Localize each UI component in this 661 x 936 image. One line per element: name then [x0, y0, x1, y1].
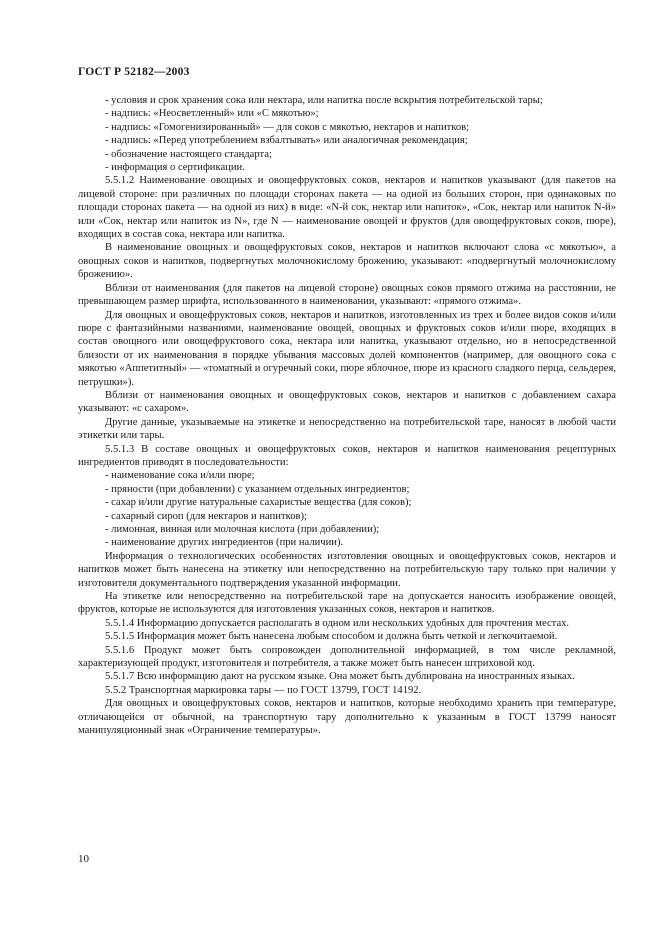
paragraph: Информация о технологических особенностях изготовления овощных и овощефруктовых соков, нектаров и напитков может быть нанесена на этикетку или непосредственно на потребительскую тару только при наличии у изготовителя документального подтверждения указанной информации. — [78, 550, 616, 589]
paragraph: Для овощных и овощефруктовых соков, нектаров и напитков, изготовленных из трех и более видов соков и/или пюре с фантазийными названиями, наименование овощей, овощных и фруктовых соков и/или пюре, входящих в состав овощного или овощефруктового сока, нектара или напитка, указывают отдельно, но в непосредственной близости от их наименования в порядке убывания массовых долей компонентов (например, для овощного сока с мякотью «Аппетитный» — «томатный и огуречный соки, пюре яблочное, пюре из красного сладкого перца, сельдерея, петрушки»). — [78, 309, 616, 388]
list-item: - наименование сока и/или пюре; — [105, 470, 255, 482]
list-item: - надпись: «Неосветленный» или «С мякотью»; — [105, 108, 319, 120]
list-item: - сахар и/или другие натуральные сахаристые вещества (для соков); — [105, 497, 412, 509]
page-number: 10 — [78, 853, 89, 865]
paragraph: 5.5.1.3 В составе овощных и овощефруктовых соков, нектаров и напитков наименования рецептурных ингредиентов приводят в последовательности: — [78, 443, 616, 468]
paragraph: В наименование овощных и овощефруктовых соков, нектаров и напитков включают слова «с мякотью», а овощных соков и напитков, подвергнутых молочнокислому брожению, указывают: «подвергнутый молочнокислому брожению». — [78, 242, 616, 281]
list-item: - информация о сертификации. — [105, 162, 245, 174]
paragraph: 5.5.1.2 Наименование овощных и овощефруктовых соков, нектаров и напитков указывают (для пакетов на лицевой стороне: при различных по площади сторонах пакета — на одной из больших сторон, при одинаковых по площади сторонах пакета — на одной из них) в виде: «N-й сок, нектар или напиток», «Сок, нектар или напиток N-й» или «Сок, нектар или напиток из N», где N — наименование овощей и фруктов (для овощефруктовых соков, пюре), входящих в состав сока, нектара или напитка. — [78, 175, 616, 241]
paragraph: Для овощных и овощефруктовых соков, нектаров и напитков, которые необходимо хранить при температуре, отличающейся от обычной, на транспортную тару дополнительно к указанным в ГОСТ 13799 наносят манипуляционный знак «Ограничение температуры». — [78, 698, 616, 737]
list-item: - обозначение настоящего стандарта; — [105, 148, 272, 160]
paragraph: На этикетке или непосредственно на потребительской таре на допускается наносить изображение овощей, фруктов, которые не используются для изготовления указанных соков, нектаров и напитков. — [78, 591, 616, 616]
list-item: - сахарный сироп (для нектаров и напитков); — [105, 510, 307, 522]
body-text — [78, 94, 616, 738]
paragraph: 5.5.1.5 Информация может быть нанесена любым способом и должна быть четкой и легкочитаемой. — [105, 631, 558, 643]
paragraph: 5.5.1.4 Информацию допускается располагать в одном или нескольких удобных для прочтения местах. — [105, 617, 570, 629]
list-item: - наименование других ингредиентов (при наличии). — [105, 537, 344, 549]
list-item: - лимонная, винная или молочная кислота (при добавлении); — [105, 524, 380, 535]
paragraph: Вблизи от наименования овощных и овощефруктовых соков, нектаров и напитков с добавлением сахара указывают: «с сахаром». — [78, 389, 616, 415]
list-item: - условия и срок хранения сока или нектара, или напитка после вскрытия потребительской тары; — [105, 95, 543, 106]
paragraph: 5.5.1.6 Продукт может быть сопровожден дополнительной информацией, в том числе рекламной, характеризующей продукт, изготовителя и потребителя, а также может быть нанесен штриховой код. — [78, 644, 616, 670]
paragraph: Вблизи от наименования (для пакетов на лицевой стороне) овощных соков прямого отжима на расстоянии, не превышающем размер шрифта, использованного в наименовании, указывают: «прямого отжима». — [78, 282, 616, 308]
paragraph: 5.5.1.7 Всю информацию дают на русском языке. Она может быть дублирована на иностранных языках. — [105, 671, 575, 683]
page-header: ГОСТ Р 52182—2003 — [78, 66, 190, 78]
list-item: - надпись: «Гомогенизированный» — для соков с мякотью, нектаров и напитков; — [105, 121, 470, 133]
paragraph: Другие данные, указываемые на этикетке и непосредственно на потребительской таре, наносят в любой части этикетки или тары. — [78, 416, 616, 442]
paragraph: 5.5.2 Транспортная маркировка тары — по ГОСТ 13799, ГОСТ 14192. — [105, 684, 422, 696]
list-item: - надпись: «Перед употреблением взбалтывать» или аналогичная рекомендация; — [105, 135, 468, 147]
list-item: - пряности (при добавлении) с указанием отдельных ингредиентов; — [105, 483, 410, 495]
